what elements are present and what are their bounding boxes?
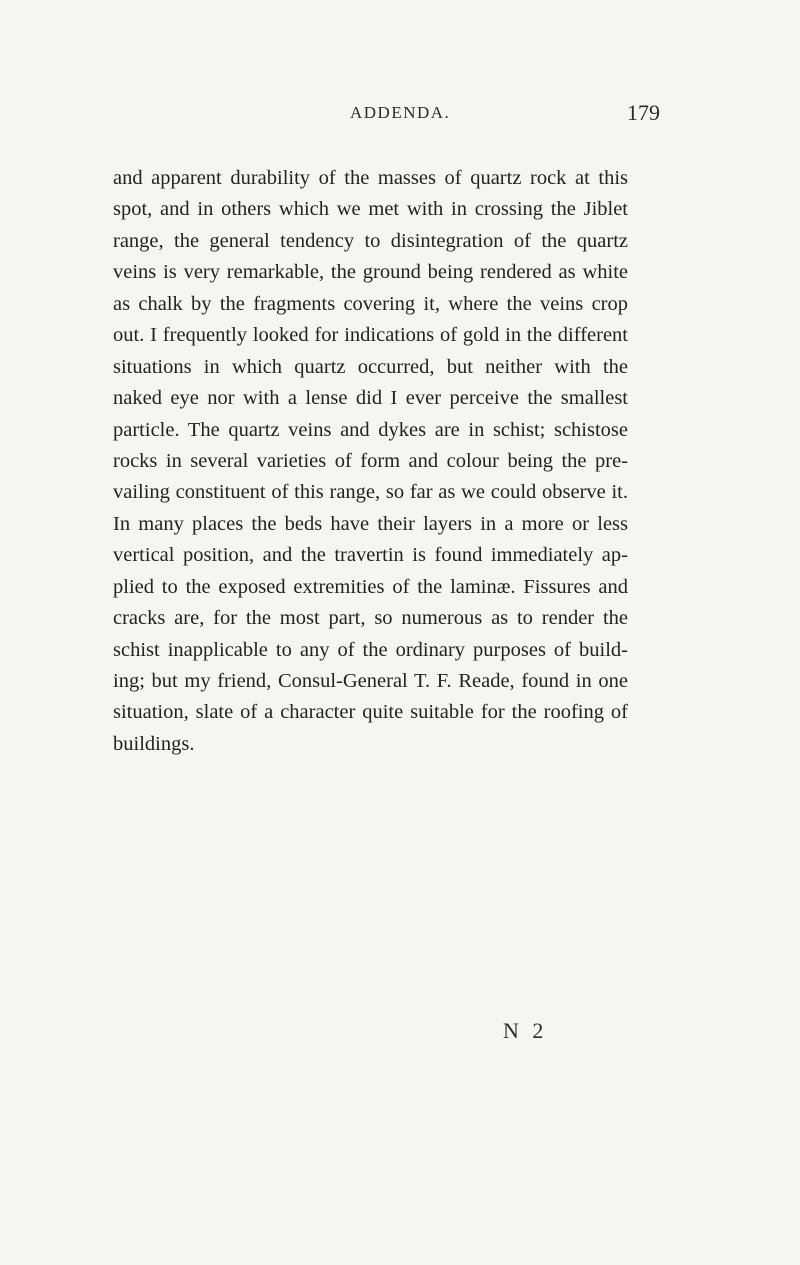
text-line: veins is very remarkable, the ground being rendered as white xyxy=(113,261,628,284)
text-line: In many places the beds have their layers in a more or less xyxy=(113,512,628,535)
text-line: buildings. xyxy=(113,732,195,755)
page-number: 179 xyxy=(627,100,660,125)
text-line: as chalk by the fragments covering it, where the veins crop xyxy=(113,292,628,315)
text-line: schist inapplicable to any of the ordinary purposes of build- xyxy=(113,638,628,661)
text-line: rocks in several varieties of form and colour being the pre- xyxy=(113,449,628,472)
text-line: particle. The quartz veins and dykes are in schist; schistose xyxy=(113,418,628,441)
text-line: and apparent durability of the masses of quartz rock at this xyxy=(113,167,628,189)
text-line: situation, slate of a character quite suitable for the roofing of xyxy=(113,701,628,724)
text-line: out. I frequently looked for indications of gold in the different xyxy=(113,324,628,347)
text-line: vertical position, and the travertin is found immediately ap- xyxy=(113,544,628,567)
text-line: range, the general tendency to disintegration of the quartz xyxy=(113,229,628,252)
page-title: ADDENDA. xyxy=(350,103,451,122)
text-line: plied to the exposed extremities of the laminæ. Fissures and xyxy=(113,575,628,598)
printer-signature-mark: N 2 xyxy=(503,1018,548,1043)
text-line: naked eye nor with a lense did I ever perceive the smallest xyxy=(113,387,628,410)
text-line: vailing constituent of this range, so far as we could observe it. xyxy=(113,481,628,504)
text-line: ing; but my friend, Consul-General T. F. Reade, found in one xyxy=(113,670,628,692)
text-line: situations in which quartz occurred, but neither with the xyxy=(113,355,628,378)
running-head xyxy=(0,100,800,133)
body-paragraph xyxy=(113,163,628,760)
text-line: spot, and in others which we met with in crossing the Jiblet xyxy=(113,198,628,221)
text-line: cracks are, for the most part, so numerous as to render the xyxy=(113,607,628,630)
